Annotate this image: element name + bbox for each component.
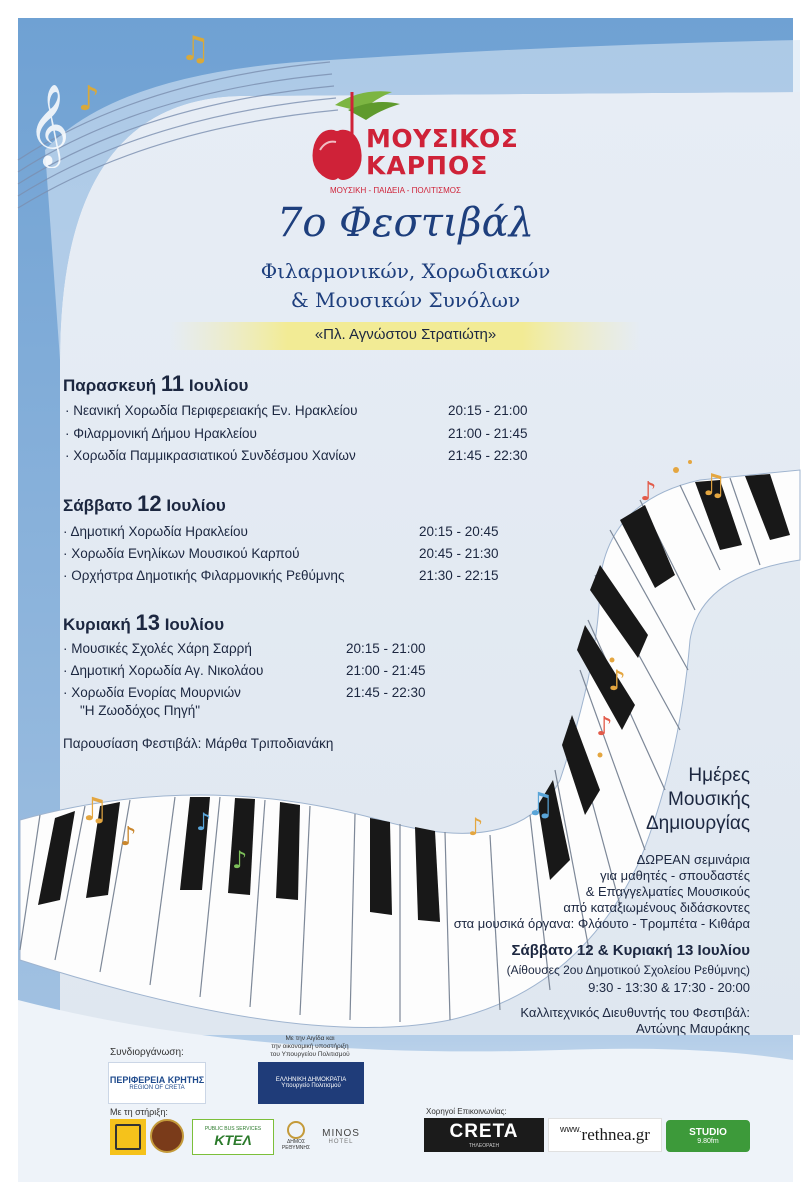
media-rethnea-logo — [548, 1118, 662, 1152]
workshops-title-line2: Μουσικής — [668, 789, 750, 810]
media-studio-name: STUDIO — [689, 1127, 727, 1138]
performance-time: 21:45 - 22:30 — [448, 448, 528, 463]
media-creta-sub: ΤΗΛΕΟΡΑΣΗ — [468, 1143, 500, 1149]
workshops-location: (Αίθουσες 2ου Δημοτικού Σχολείου Ρεθύμνης) — [506, 963, 750, 977]
day-month: Ιουλίου — [188, 376, 249, 395]
svg-text:♪: ♪ — [78, 79, 100, 119]
performer-name: · Ορχήστρα Δημοτικής Φιλαρμονικής Ρεθύμνης — [63, 568, 345, 583]
ministry-line1: ΕΛΛΗΝΙΚΗ ΔΗΜΟΚΡΑΤΙΑ — [275, 1077, 347, 1083]
auspices-line3: του Υπουργείου Πολιτισμού — [270, 1051, 350, 1058]
day-name: Κυριακή — [63, 615, 131, 634]
workshops-desc-line3: & Επαγγελματίες Μουσικούς — [585, 884, 750, 899]
media-label: Χορηγοί Επικοινωνίας: — [426, 1107, 507, 1116]
sponsor-ktel-top: PUBLIC BUS SERVICES — [204, 1126, 262, 1132]
workshops-title-line1: Ημέρες — [688, 765, 750, 786]
workshops-title-line3: Δημιουργίας — [645, 813, 750, 834]
day-number: 12 — [137, 491, 162, 516]
workshops-dates: Σάββατο 12 & Κυριακή 13 Ιουλίου — [511, 942, 750, 959]
day-number: 11 — [160, 371, 185, 396]
media-creta-name: CRETA — [449, 1121, 519, 1142]
performer-name: · Χορωδία Παμμικρασιατικού Συνδέσμου Χανίων — [65, 448, 356, 463]
performer-name: · Χορωδία Ενορίας Μουρνιών — [63, 685, 241, 700]
organizer-label: Συνδιοργάνωση: — [110, 1047, 184, 1058]
auspices-line1: Με την Αιγίδα και — [285, 1035, 335, 1042]
performer-name: · Φιλαρμονική Δήμου Ηρακλείου — [65, 426, 257, 441]
instruments-list: Φλάουτο - Τρομπέτα - Κιθάρα — [577, 916, 750, 931]
organizer-name: ΠΕΡΙΦΕΡΕΙΑ ΚΡΗΤΗΣ — [109, 1075, 205, 1085]
media-studio-logo — [666, 1120, 750, 1152]
schedule-row — [63, 663, 463, 685]
day-heading-sunday — [63, 610, 224, 636]
performer-name: · Νεανική Χορωδία Περιφερειακής Εν. Ηρακλείου — [65, 403, 358, 418]
festival-subtitle-line2: & Μουσικών Συνόλων — [290, 288, 521, 312]
festival-subtitle-line1: Φιλαρμονικών, Χορωδιακών — [260, 259, 551, 283]
performer-name-continued: "Η Ζωοδόχος Πηγή" — [80, 703, 201, 718]
day-heading-saturday — [63, 491, 226, 517]
day-month: Ιουλίου — [164, 615, 225, 634]
svg-text:♪: ♪ — [232, 846, 248, 874]
svg-text:𝄞: 𝄞 — [28, 83, 70, 165]
festival-venue: «Πλ. Αγνώστου Στρατιώτη» — [314, 326, 497, 343]
brand-name-line1: ΜΟΥΣΙΚΟΣ — [366, 124, 519, 153]
instruments-label: στα μουσικά όργανα: — [453, 916, 575, 931]
workshops-title — [646, 764, 750, 836]
svg-text:♪: ♪ — [196, 808, 212, 836]
schedule-row — [65, 426, 545, 448]
schedule-row — [63, 524, 523, 546]
performance-time: 20:45 - 21:30 — [419, 546, 499, 561]
schedule-row — [63, 546, 523, 568]
day-month: Ιουλίου — [166, 496, 226, 515]
organizer-logo — [108, 1062, 206, 1104]
presenter-line — [63, 736, 333, 751]
organizer-sub: REGION OF CRETA — [129, 1085, 185, 1091]
svg-text:♫: ♫ — [700, 468, 727, 503]
workshops-desc-line1: ΔΩΡΕΑΝ σεμινάρια — [636, 852, 750, 867]
workshops-description — [454, 852, 750, 932]
day-name: Σάββατο — [63, 496, 133, 515]
performance-time: 21:30 - 22:15 — [419, 568, 499, 583]
director-name: Αντώνης Μαυράκης — [635, 1021, 750, 1036]
ministry-logo — [258, 1062, 364, 1104]
svg-text:♫: ♫ — [180, 29, 211, 69]
sponsor-emblem-icon — [115, 1124, 141, 1150]
sponsor-minos-logo — [320, 1119, 362, 1153]
performer-name: · Μουσικές Σχολές Χάρη Σαρρή — [63, 641, 252, 656]
performer-name: · Δημοτική Χορωδία Ηρακλείου — [63, 524, 248, 539]
schedule-row — [65, 403, 545, 425]
sponsor-seal-icon — [150, 1119, 184, 1153]
day-name: Παρασκευή — [63, 376, 157, 395]
sponsor-ktel-logo — [192, 1119, 274, 1155]
performance-time: 20:15 - 21:00 — [346, 641, 426, 656]
sponsor-ktel-name: ΚΤΕΛ — [214, 1132, 252, 1148]
presenter-name: Μάρθα Τριποδιανάκη — [205, 736, 334, 751]
media-rethnea-www: www. — [560, 1124, 582, 1134]
media-studio-freq: 9.80fm — [697, 1138, 719, 1145]
performance-time: 21:45 - 22:30 — [346, 685, 426, 700]
presenter-label: Παρουσίαση Φεστιβάλ: — [63, 736, 202, 751]
sponsor-dimos-logo — [276, 1119, 316, 1153]
svg-text:♪: ♪ — [596, 712, 613, 742]
support-label: Με τη στήριξη: — [110, 1107, 168, 1117]
sponsor-minos-name: MINOS — [322, 1127, 360, 1139]
day-number: 13 — [135, 610, 160, 635]
media-creta-logo — [424, 1118, 544, 1152]
performance-time: 21:00 - 21:45 — [346, 663, 426, 678]
schedule-row — [65, 448, 545, 470]
media-rethnea-name: rethnea.gr — [581, 1125, 650, 1144]
performer-name: · Χορωδία Ενηλίκων Μουσικού Καρπού — [63, 546, 300, 561]
performance-time: 21:00 - 21:45 — [448, 426, 528, 441]
director-label: Καλλιτεχνικός Διευθυντής του Φεστιβάλ: — [520, 1005, 750, 1020]
day-heading-friday — [63, 371, 248, 397]
schedule-row — [63, 568, 523, 590]
svg-text:♪: ♪ — [640, 477, 657, 507]
dimos-emblem-icon — [287, 1121, 305, 1139]
performance-time: 20:15 - 20:45 — [419, 524, 499, 539]
schedule-row — [63, 641, 463, 663]
sponsor-logo-2 — [148, 1119, 186, 1153]
svg-text:♫: ♫ — [80, 790, 109, 828]
auspices-text — [250, 1035, 370, 1059]
svg-text:♫: ♫ — [526, 785, 555, 823]
workshops-desc-line2: για μαθητές - σπουδαστές — [600, 868, 750, 883]
brand-name-line2: ΚΑΡΠΟΣ — [366, 151, 489, 180]
performer-name: · Δημοτική Χορωδία Αγ. Νικολάου — [63, 663, 264, 678]
sponsor-minos-sub: HOTEL — [328, 1138, 354, 1145]
festival-title: 7ο Φεστιβάλ — [276, 200, 535, 246]
workshops-instruments-line — [454, 916, 750, 932]
sponsor-dimos-name: ΔΗΜΟΣ ΡΕΘΥΜΝΗΣ — [281, 1139, 311, 1151]
performance-time: 20:15 - 21:00 — [448, 403, 528, 418]
auspices-line2: την οικονομική υποστήριξη — [271, 1043, 349, 1050]
workshops-hours: 9:30 - 13:30 & 17:30 - 20:00 — [588, 980, 750, 995]
ministry-line2: Υπουργείο Πολιτισμού — [281, 1083, 341, 1089]
svg-text:♪: ♪ — [120, 822, 137, 852]
svg-text:♪: ♪ — [608, 664, 626, 697]
brand-tagline: ΜΟΥΣΙΚΗ - ΠΑΙΔΕΙΑ - ΠΟΛΙΤΙΣΜΟΣ — [330, 186, 461, 195]
sponsor-logo-1 — [110, 1119, 146, 1155]
workshops-desc-line4: από καταξιωμένους διδάσκοντες — [563, 900, 750, 915]
svg-text:♪: ♪ — [468, 813, 484, 841]
